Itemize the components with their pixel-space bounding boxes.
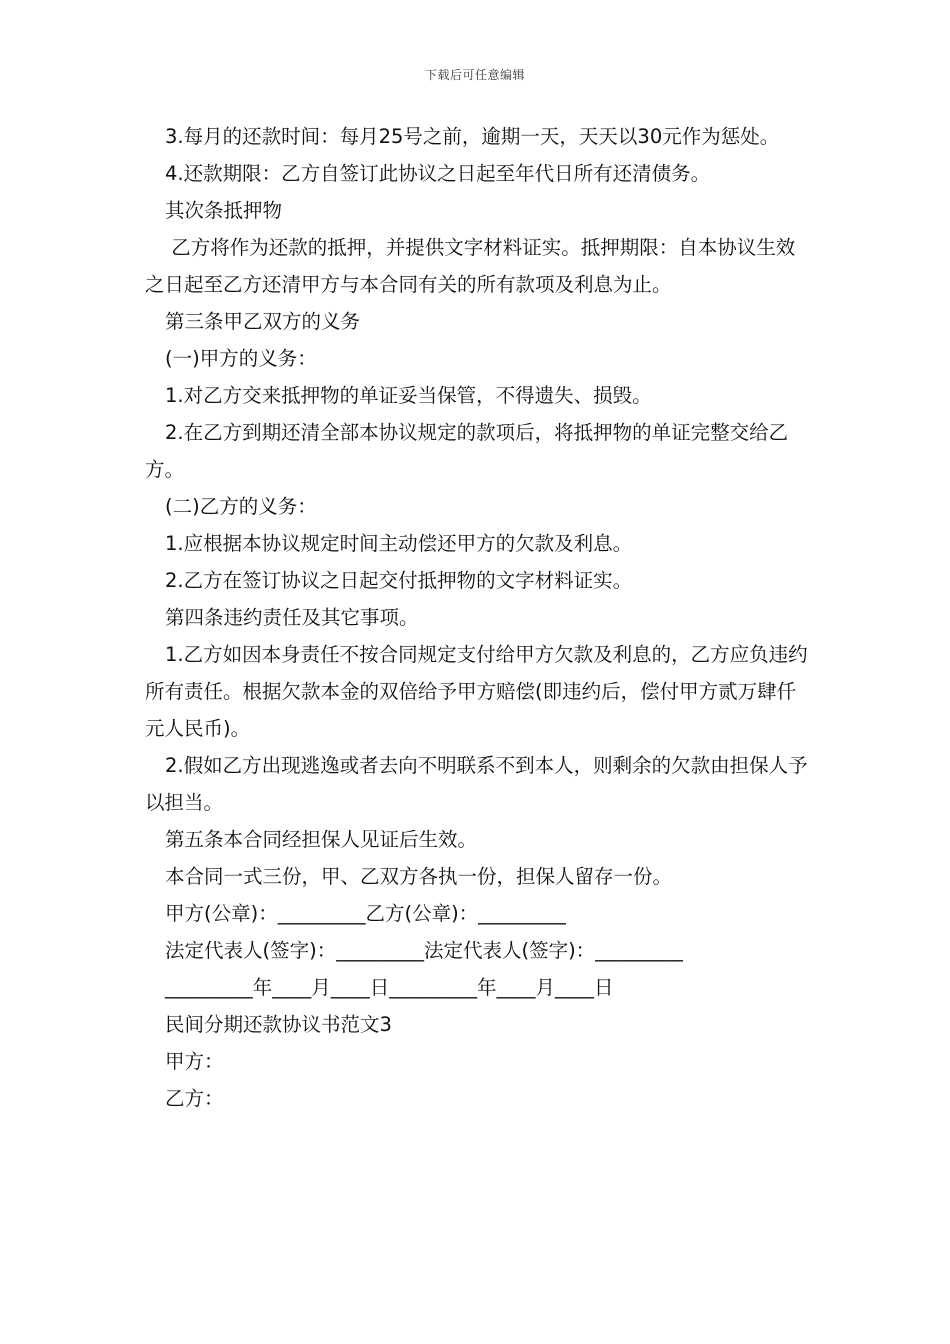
page-header-note: 下载后可任意编辑 <box>424 68 525 82</box>
signature-line-seal: 甲方(公章)：_________乙方(公章)：_________ <box>165 902 566 925</box>
paragraph-repayment-time: 3.每月的还款时间：每月25号之前，逾期一天，天天以30元作为惩处。 <box>165 125 780 148</box>
paragraph-collateral: 乙方将作为还款的抵押，并提供文字材料证实。抵押期限：自本协议生效之日起至乙方还清甲方与本合同有关的所有款项及利息为止。 <box>145 236 796 296</box>
party-b-label: 乙方： <box>165 1087 224 1110</box>
paragraph-party-b-obligation-1: 1.应根据本协议规定时间主动偿还甲方的欠款及利息。 <box>165 532 633 555</box>
paragraph-repayment-term: 4.还款期限：乙方自签订此协议之日起至年代日所有还清债务。 <box>165 162 711 185</box>
section-heading-collateral: 其次条抵押物 <box>165 199 283 222</box>
paragraph-liability-2: 2.假如乙方出现逃逸或者去向不明联系不到本人，则剩余的欠款由担保人予以担当。 <box>145 754 808 814</box>
paragraph-copies: 本合同一式三份，甲、乙双方各执一份，担保人留存一份。 <box>165 865 673 888</box>
paragraph-liability-1: 1.乙方如因本身责任不按合同规定支付给甲方欠款及利息的，乙方应负违约所有责任。根据欠款本金的双倍给予甲方赔偿(即违约后，偿付甲方贰万肆仟元人民币)。 <box>145 643 808 740</box>
subheading-party-b-obligations: (二)乙方的义务： <box>165 495 317 518</box>
section-heading-obligations: 第三条甲乙双方的义务 <box>165 310 361 333</box>
document-body <box>145 118 810 1117</box>
paragraph-party-a-obligation-1: 1.对乙方交来抵押物的单证妥当保管，不得遗失、损毁。 <box>165 384 652 407</box>
section-heading-effectiveness: 第五条本合同经担保人见证后生效。 <box>165 828 478 851</box>
paragraph-party-b-obligation-2: 2.乙方在签订协议之日起交付抵押物的文字材料证实。 <box>165 569 633 592</box>
signature-line-representative: 法定代表人(签字)：_________法定代表人(签字)：_________ <box>165 939 683 962</box>
party-a-label: 甲方： <box>165 1050 224 1073</box>
document-title-sample-3: 民间分期还款协议书范文3 <box>165 1013 392 1036</box>
subheading-party-a-obligations: (一)甲方的义务： <box>165 347 317 370</box>
paragraph-party-a-obligation-2: 2.在乙方到期还清全部本协议规定的款项后，将抵押物的单证完整交给乙方。 <box>145 421 789 481</box>
signature-line-date: _________年____月____日_________年____月____日 <box>165 976 614 999</box>
section-heading-liability: 第四条违约责任及其它事项。 <box>165 606 419 629</box>
